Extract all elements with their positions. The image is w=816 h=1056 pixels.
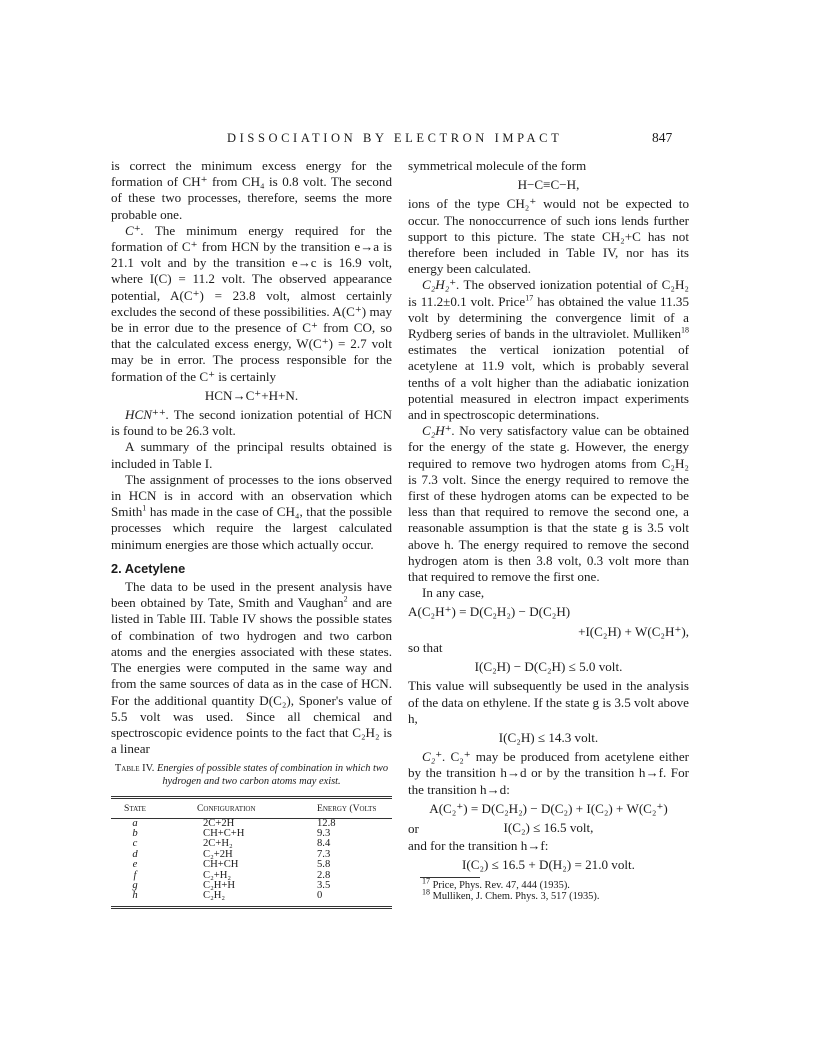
paragraph xyxy=(408,749,689,798)
paragraph-text: No very satisfactory value can be obtained for the energy of the state g. However, the energy required to remove two hydrogen atoms from C₂H₂ is 7.3 volt. Since the energy required to remove the first of these hydrogen atoms can be expected to be less than that required to remove the second one, a reasonable assumption is that the state g is 3.5 volt above h. The energy required to remove the second hydrogen atom is then 3.8 volt, 0.3 volt more than that required to remove the first one. xyxy=(408,423,689,585)
reference-mark: 2 xyxy=(343,594,348,604)
table-cell: 7.3 xyxy=(317,848,331,860)
table-cell: h xyxy=(132,890,138,902)
table-cell: C₂H₂ xyxy=(203,890,226,902)
table-cell: 2C+H₂ xyxy=(203,838,233,850)
paragraph-text: The second ionization potential of HCN is found to be 26.3 volt. xyxy=(111,407,392,439)
paragraph-text: The assignment of processes to the ions observed in HCN is in accord with an observation which Smith xyxy=(111,471,392,520)
table-row xyxy=(111,819,392,829)
column-header: State xyxy=(124,803,146,815)
equation: I(C₂) ≤ 16.5 + D(H₂) = 21.0 volt. xyxy=(462,857,635,873)
footnote-text: Price, Phys. Rev. 47, 444 (1935). xyxy=(430,880,570,892)
table-cell: a xyxy=(132,817,138,829)
table-cell: 12.8 xyxy=(317,817,336,829)
table-cell: 2C+2H xyxy=(203,817,235,829)
paragraph-text: The data to be used in the present analysis have been obtained by Tate, Smith and Vaughan xyxy=(111,579,392,611)
table-cell: C₂+H₂ xyxy=(203,869,232,881)
paragraph: A summary of the principal results obtained is included in Table I. xyxy=(111,439,392,471)
table-cell: f xyxy=(133,869,137,881)
column-header: Energy (Volts xyxy=(317,803,377,815)
paragraph: and for the transition h→f: xyxy=(408,837,549,853)
paragraph: is correct the minimum excess energy for the formation of CH⁺ from CH₄ is 0.8 volt. The second of these two processes, therefore, seems the more probable one. xyxy=(111,158,392,222)
paragraph-text: has made in the case of CH₄, that the possible processes which require the largest calculated minimum energies are those which actually occur. xyxy=(111,504,392,552)
table-cell: C₂+2H xyxy=(203,848,233,860)
paragraph-lead: C⁺. xyxy=(125,222,144,238)
table-caption xyxy=(111,763,392,788)
paragraph-lead: C₂⁺. xyxy=(422,749,446,765)
table-caption-text: Energies of possible states of combination in which two hydrogen and two carbon atoms may exist. xyxy=(154,763,389,787)
running-title: DISSOCIATION BY ELECTRON IMPACT xyxy=(227,131,563,145)
equation: I(C₂H) ≤ 14.3 volt. xyxy=(498,729,599,745)
equation-continued: +I(C₂H) + W(C₂H⁺), xyxy=(578,623,689,639)
column-header: Configuration xyxy=(197,803,256,815)
paragraph: In any case, xyxy=(422,585,485,601)
paragraph-text: C₂⁺ may be produced from acetylene either by the transition h→d or by the transition h→f. For the transition h→d: xyxy=(408,749,689,797)
or-label: or xyxy=(408,820,419,836)
reference-mark: 17 xyxy=(525,293,534,303)
page-number: 847 xyxy=(652,130,673,145)
paragraph-text: estimates the vertical ionization potential of acetylene at 11.9 volt, which is probably several tenths of a volt higher than the adiabatic ionization potential measured in electron impact experiments and in spectroscopic determinations. xyxy=(408,342,689,423)
equation: HCN→C⁺+H+N. xyxy=(204,387,299,403)
paragraph xyxy=(111,223,392,385)
equation: I(C₂) ≤ 16.5 volt, xyxy=(503,819,594,835)
equation: A(C₂H⁺) = D(C₂H₂) − D(C₂H) xyxy=(408,604,571,620)
table-bottom-rule xyxy=(111,906,392,909)
paragraph-lead: C₂H₂⁺. xyxy=(422,277,460,293)
table-cell: e xyxy=(132,859,138,871)
paragraph-text: The minimum energy required for the formation of C⁺ from HCN by the transition e→a is 21.1 volt and by the transition e→c is 16.9 volt, where I(C) = 11.2 volt. The observed appearance potential, A(C⁺) = 23.8 volt, almost certainly excludes the second of these possibilities. A(C⁺) may be in error due to the presence of C⁺ from CO, so that the calculated excess energy, W(C⁺) = 2.7 volt may be in error. The process responsible for the formation of the C⁺ is certainly xyxy=(111,222,392,384)
table-row xyxy=(111,891,392,901)
table-row xyxy=(111,839,392,849)
paragraph-text: and are listed in Table III. Table IV shows the possible states of combination of two hydrogen and two carbon atoms and the energies associated with these states. The energies were computed in the same way and from the same sources of data as in the case of HCN. For the additional quantity D(C₂), Sponer's value of 5.5 volt was used. Since all chemical and spectroscopic evidence points to the fact that C₂H₂ is a linear xyxy=(111,595,392,757)
paragraph xyxy=(111,407,392,439)
table-cell: c xyxy=(132,838,138,850)
paragraph-text: The observed ionization potential of C₂H₂ is 11.2±0.1 volt. Price xyxy=(408,277,689,309)
reference-mark: 18 xyxy=(681,325,689,335)
paragraph: so that xyxy=(408,639,443,655)
equation-row xyxy=(408,820,689,838)
table-cell: C₂H+H xyxy=(203,879,236,891)
paragraph: ions of the type CH₂⁺ would not be expected to occur. The nonoccurrence of such ions lends further support to this picture. The state CH₂+C has not therefore been included in Table IV, nor has its energy been calculated. xyxy=(408,196,689,277)
footnote-text: Mulliken, J. Chem. Phys. 3, 517 (1935). xyxy=(430,891,600,903)
table-cell: 3.5 xyxy=(317,879,331,891)
paragraph xyxy=(111,579,392,757)
footnote-mark: 18 xyxy=(422,887,430,897)
footnote xyxy=(408,887,689,903)
section-heading: 2. Acetylene xyxy=(111,560,186,576)
table-row xyxy=(111,829,392,839)
table-cell: 9.3 xyxy=(317,827,331,839)
table-cell: b xyxy=(132,827,138,839)
footnote-mark: 17 xyxy=(422,876,430,886)
energy-table xyxy=(111,799,392,902)
equation: H−C≡C−H, xyxy=(517,177,580,193)
equation: A(C₂⁺) = D(C₂H₂) − D(C₂) + I(C₂) + W(C₂⁺) xyxy=(429,800,668,816)
right-column xyxy=(408,158,689,902)
table-header-row xyxy=(111,799,392,817)
table-row xyxy=(111,871,392,881)
table-cell: g xyxy=(132,879,138,891)
table-row xyxy=(111,881,392,891)
table-cell: CH+C+H xyxy=(203,827,245,839)
table-row xyxy=(111,860,392,870)
table-cell: CH+CH xyxy=(203,859,239,871)
table-cell: 8.4 xyxy=(317,838,331,850)
paragraph-text: has obtained the value 11.35 volt by determining the convergence limit of a Rydberg series of bands in the ultraviolet. Mulliken xyxy=(408,293,689,342)
paragraph-lead: C₂H⁺. xyxy=(422,423,455,439)
reference-mark: 1 xyxy=(142,503,147,513)
paragraph: This value will subsequently be used in the analysis of the data on ethylene. If the state g is 3.5 volt above h, xyxy=(408,678,689,726)
table-cell: 0 xyxy=(317,890,323,902)
equation: I(C₂H) − D(C₂H) ≤ 5.0 volt. xyxy=(474,659,623,675)
table-row xyxy=(111,850,392,860)
paragraph-lead: HCN⁺⁺. xyxy=(125,407,170,423)
table-cell: d xyxy=(132,848,138,860)
paragraph xyxy=(111,472,392,553)
paragraph xyxy=(408,423,689,585)
table-label: Table IV. xyxy=(114,763,155,775)
table-cell: 5.8 xyxy=(317,859,331,871)
paragraph xyxy=(408,277,689,423)
paragraph: symmetrical molecule of the form xyxy=(408,158,587,173)
left-column xyxy=(111,158,392,909)
table-cell: 2.8 xyxy=(317,869,331,881)
